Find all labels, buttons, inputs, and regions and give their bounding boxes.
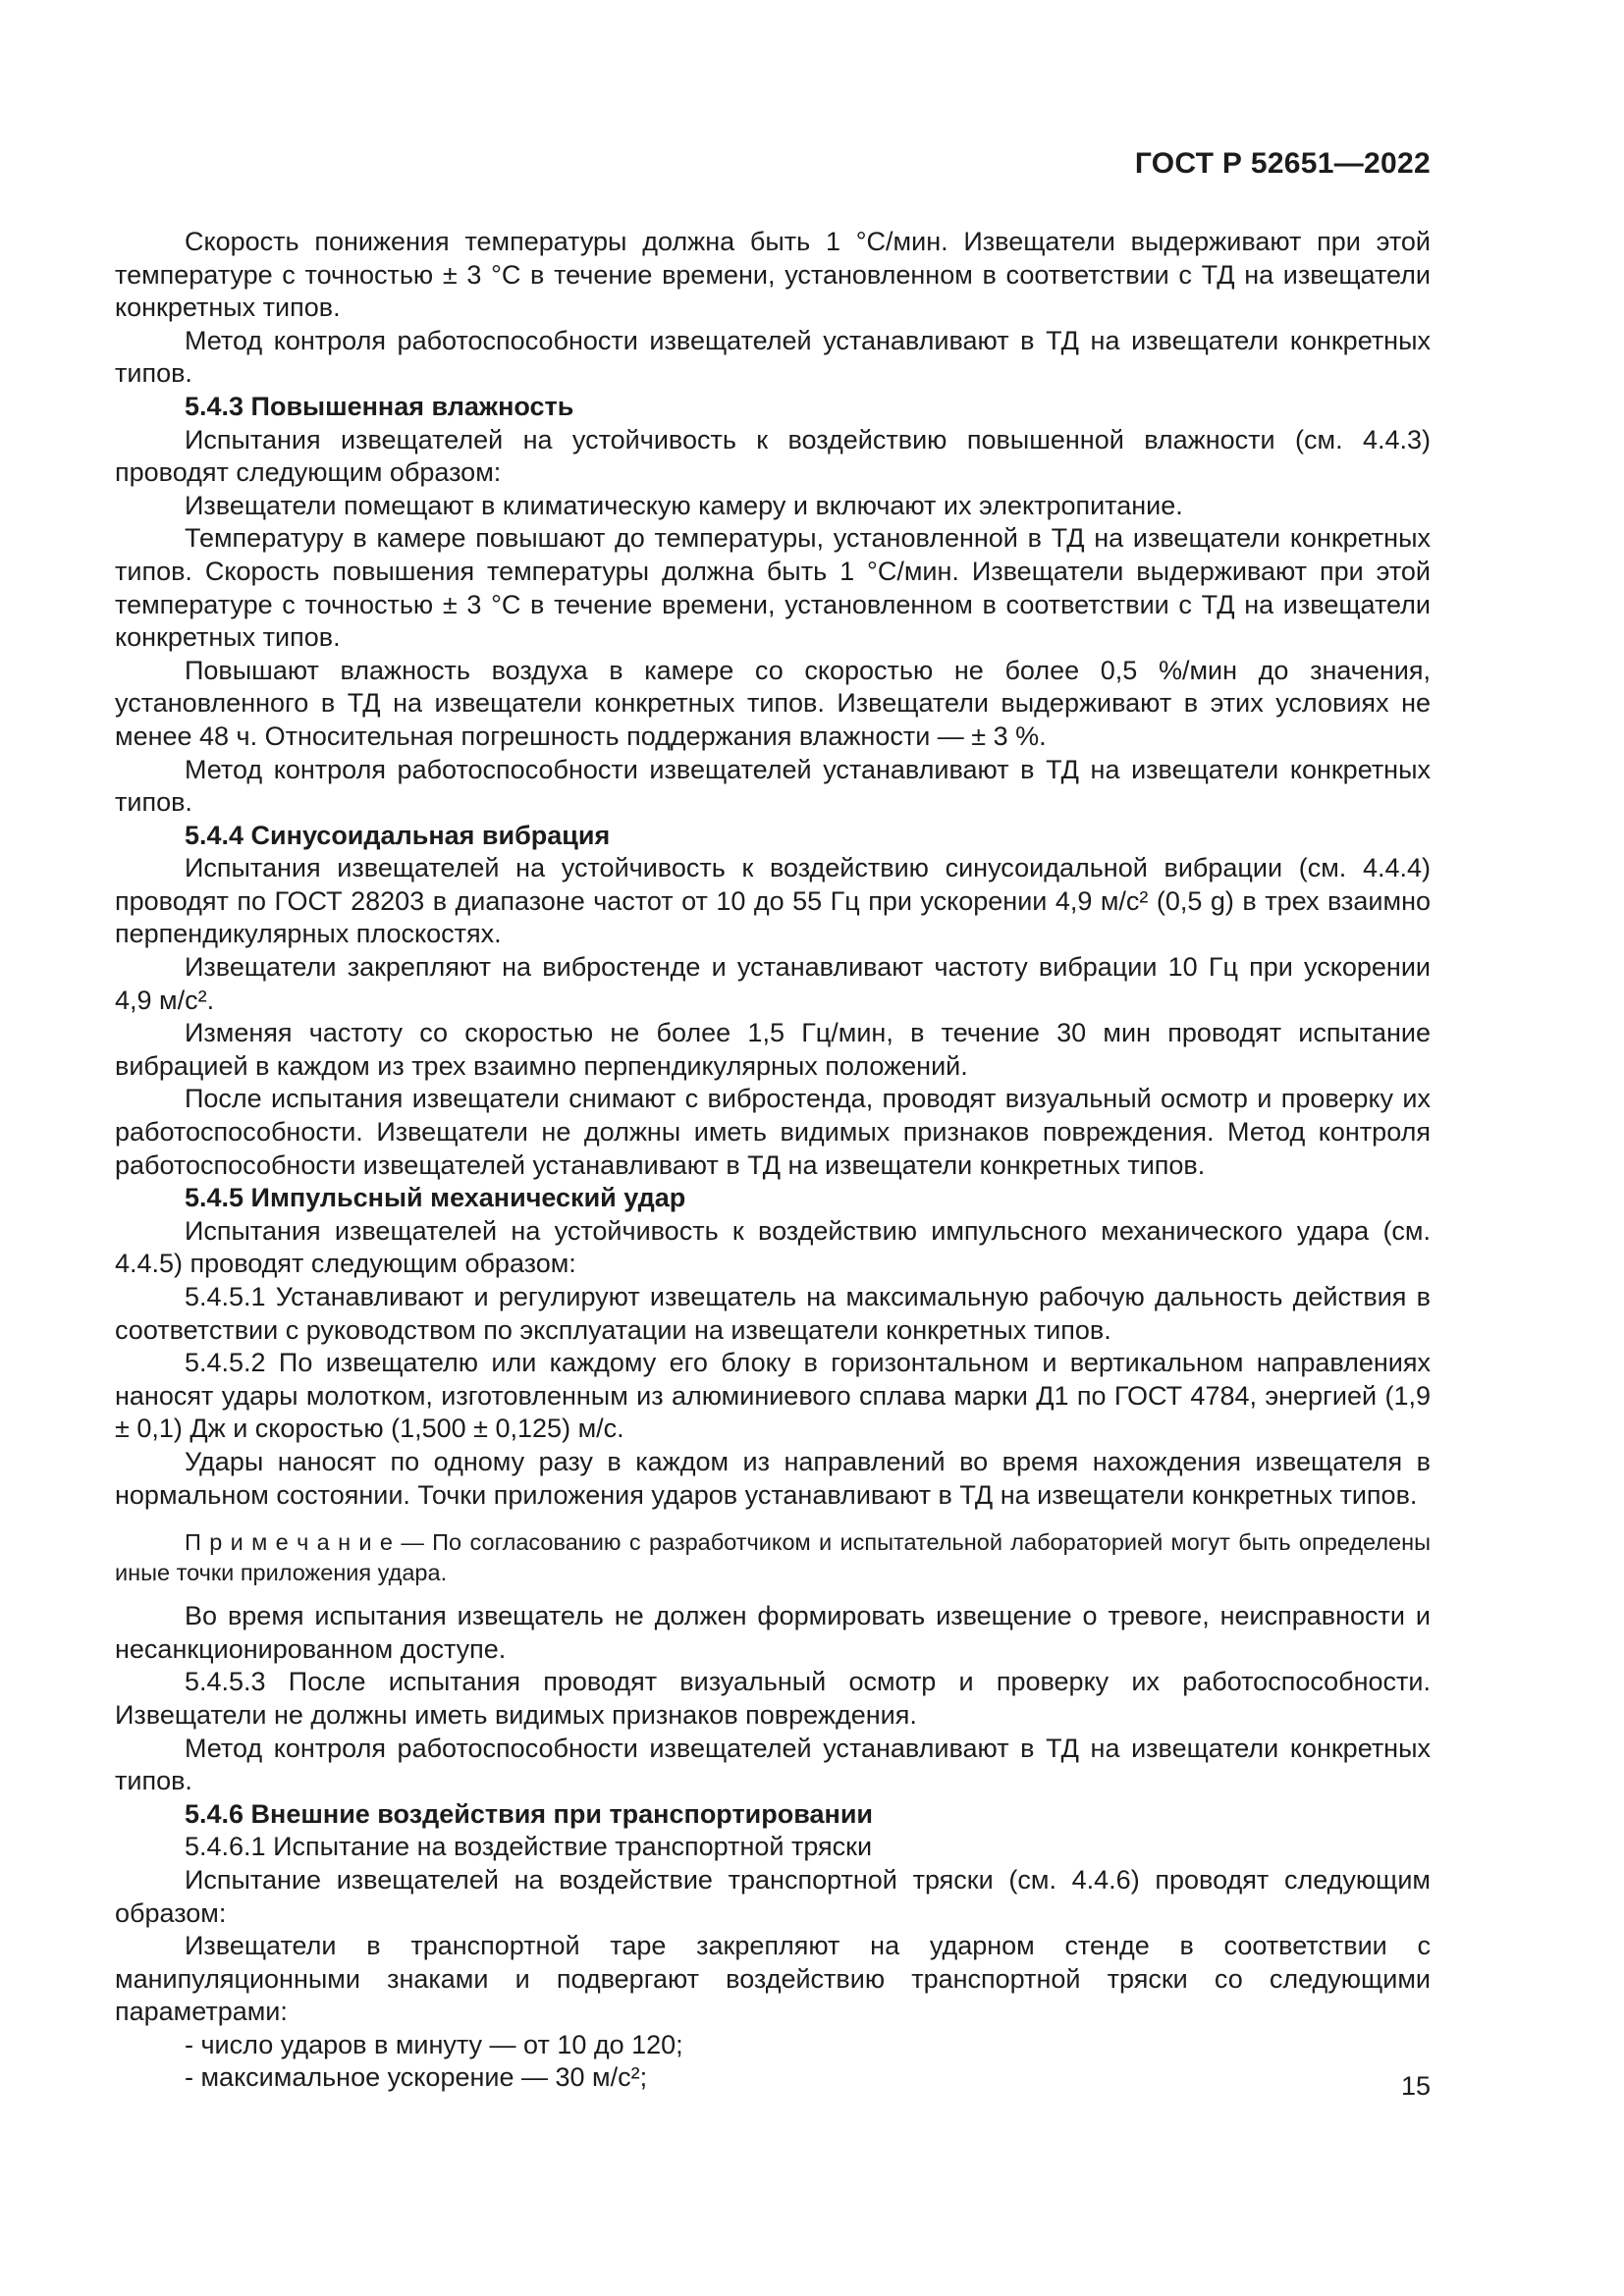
paragraph: Извещатели в транспортной таре закрепляют на ударном стенде в соответствии с манипуляционными знаками и подвергают воздействию транспортной тряски со следующими параметрами: <box>115 1931 1431 2027</box>
paragraph: Повышают влажность воздуха в камере со скоростью не более 0,5 %/мин до значения, установленного в ТД на извещатели конкретных типов. Извещатели выдерживают в этих условиях не менее 48 ч. Относительная погрешность поддержания влажности — ± 3 %. <box>115 655 1431 751</box>
paragraph: Испытания извещателей на устойчивость к воздействию синусоидальной вибрации (см. 4.4.4) проводят по ГОСТ 28203 в диапазоне частот от 10 до 55 Гц при ускорении 4,9 м/с² (0,5 g) в трех взаимно перпендикулярных плоскостях. <box>115 853 1431 949</box>
paragraph: Испытания извещателей на устойчивость к воздействию импульсного механического удара (см. 4.4.5) проводят следующим образом: <box>115 1215 1431 1279</box>
paragraph: Удары наносят по одному разу в каждом из направлений во время нахождения извещателя в нормальном состоянии. Точки приложения ударов устанавливают в ТД на извещатели конкретных типов. <box>115 1446 1431 1510</box>
paragraph: Метод контроля работоспособности извещателей устанавливают в ТД на извещатели конкретных типов. <box>115 325 1431 389</box>
page-number: 15 <box>1400 2071 1431 2101</box>
paragraph: Извещатели закрепляют на вибростенде и устанавливают частоту вибрации 10 Гц при ускорении 4,9 м/с². <box>115 952 1431 1015</box>
section-heading-5-4-6: 5.4.6 Внешние воздействия при транспортировании <box>185 1798 874 1829</box>
paragraph: Во время испытания извещатель не должен формировать извещение о тревоге, неисправности и несанкционированном доступе. <box>115 1601 1431 1664</box>
paragraph: Извещатели помещают в климатическую камеру и включают их электропитание. <box>185 490 1183 520</box>
paragraph: 5.4.5.2 По извещателю или каждому его блоку в горизонтальном и вертикальном направлениях наносят удары молотком, изготовленным из алюминиевого сплава марки Д1 по ГОСТ 4784, энергией (1,9 ± 0,1) Дж и скоростью (1,500 ± 0,125) м/с. <box>115 1348 1431 1444</box>
note-paragraph: П р и м е ч а н и е — По согласованию с разработчиком и испытательной лабораторией могут быть определены иные точки приложения удара. <box>115 1529 1431 1586</box>
list-item: - максимальное ускорение — 30 м/с²; <box>185 2062 648 2093</box>
paragraph: После испытания извещатели снимают с вибростенда, проводят визуальный осмотр и проверку их работоспособности. Извещатели не должны иметь видимых признаков повреждения. Метод контроля работоспособности извещателей устанавливают в ТД на извещатели конкретных типов. <box>115 1084 1431 1180</box>
paragraph: 5.4.5.3 После испытания проводят визуальный осмотр и проверку их работоспособности. Извещатели не должны иметь видимых признаков повреждения. <box>115 1667 1431 1730</box>
paragraph: Метод контроля работоспособности извещателей устанавливают в ТД на извещатели конкретных типов. <box>115 754 1431 818</box>
section-heading-5-4-5: 5.4.5 Импульсный механический удар <box>185 1183 686 1213</box>
paragraph: Испытания извещателей на устойчивость к воздействию повышенной влажности (см. 4.4.3) проводят следующим образом: <box>115 424 1431 488</box>
paragraph: Испытание извещателей на воздействие транспортной тряски (см. 4.4.6) проводят следующим образом: <box>115 1864 1431 1928</box>
paragraph: Скорость понижения температуры должна быть 1 °С/мин. Извещатели выдерживают при этой температуре с точностью ± 3 °С в течение времени, установленном в соответствии с ТД на извещатели конкретных типов. <box>115 227 1431 323</box>
section-heading-5-4-3: 5.4.3 Повышенная влажность <box>185 391 574 421</box>
document-body <box>115 226 1431 2095</box>
section-heading-5-4-4: 5.4.4 Синусоидальная вибрация <box>185 820 611 850</box>
document-number-header: ГОСТ Р 52651—2022 <box>1134 147 1431 180</box>
paragraph: Изменяя частоту со скоростью не более 1,5 Гц/мин, в течение 30 мин проводят испытание вибрацией в каждом из трех взаимно перпендикулярных положений. <box>115 1018 1431 1081</box>
paragraph: Температуру в камере повышают до температуры, установленной в ТД на извещатели конкретных типов. Скорость повышения температуры должна быть 1 °С/мин. Извещатели выдерживают при этой температуре с точностью ± 3 °С в течение времени, установленном в соответствии с ТД на извещатели конкретных типов. <box>115 523 1431 653</box>
paragraph: Метод контроля работоспособности извещателей устанавливают в ТД на извещатели конкретных типов. <box>115 1733 1431 1796</box>
subsection-title-5-4-6-1: 5.4.6.1 Испытание на воздействие транспортной тряски <box>185 1832 873 1862</box>
list-item: - число ударов в минуту — от 10 до 120; <box>185 2029 683 2059</box>
paragraph: 5.4.5.1 Устанавливают и регулируют извещатель на максимальную рабочую дальность действия в соответствии с руководством по эксплуатации на извещатели конкретных типов. <box>115 1282 1431 1345</box>
